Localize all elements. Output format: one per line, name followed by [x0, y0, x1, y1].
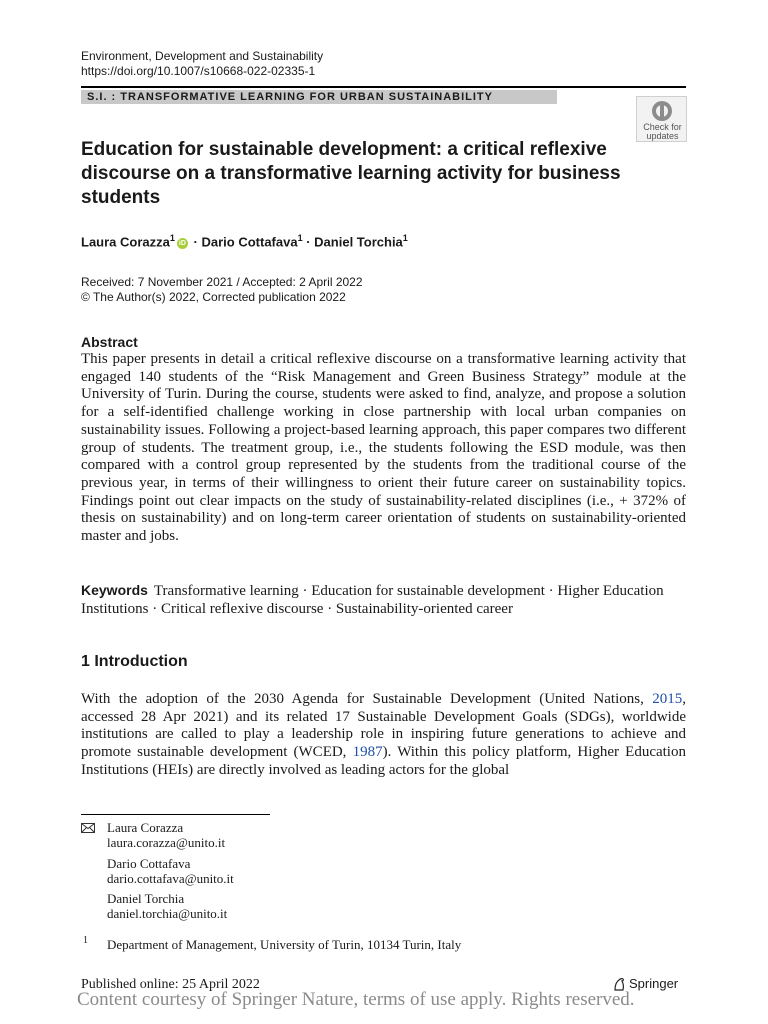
contact-name: Laura Corazza — [107, 820, 184, 835]
author-separator: · — [193, 234, 198, 250]
contact-name: Dario Cottafava — [107, 856, 191, 871]
affiliation-marker: 1 — [297, 233, 303, 243]
courtesy-watermark: Content courtesy of Springer Nature, terms of use apply. Rights reserved. — [77, 989, 635, 1010]
introduction-paragraph — [81, 691, 686, 780]
keywords-text: Transformative learning · Education for sustainable development · Higher Education Institutions · Critical reflexive discourse · Sustainability-oriented career — [81, 583, 664, 617]
intro-text: , accessed 28 Apr 2021) and its related 17 Sustainable Development Goals (SDGs), worldwide institutions are called to play a leadership role in inspiring future generations to achieve and promote sustainable development (WCED, — [81, 691, 687, 761]
citation-link[interactable]: 2015 — [652, 691, 683, 707]
author-name: Dario Cottafava — [201, 234, 298, 250]
author-name: Daniel Torchia — [314, 234, 403, 250]
intro-text: With the adoption of the 2030 Agenda for Sustainable Development (United Nations, — [81, 691, 644, 707]
journal-name: Environment, Development and Sustainability — [81, 49, 324, 63]
author-list — [81, 233, 408, 249]
author-name: Laura Corazza — [81, 234, 170, 250]
affiliation-marker: 1 — [402, 233, 408, 243]
contact-author-2 — [107, 857, 234, 886]
affiliation-number: 1 — [83, 935, 88, 946]
article-title: Education for sustainable development: a critical reflexive discourse on a transformative learning activity for business students — [81, 139, 621, 208]
author-separator: · — [306, 234, 311, 250]
affiliation-marker: 1 — [169, 233, 175, 243]
contact-author-1 — [107, 821, 225, 850]
contact-email[interactable]: laura.corazza@unito.it — [107, 834, 226, 850]
section-heading: 1 Introduction — [81, 653, 188, 670]
special-issue-label: S.I. : TRANSFORMATIVE LEARNING FOR URBAN SUSTAINABILITY — [87, 91, 493, 103]
check-for-updates-label: Check for updates — [643, 122, 682, 141]
received-accepted: Received: 7 November 2021 / Accepted: 2 April 2022 — [81, 275, 363, 289]
affiliation-text: Department of Management, University of Turin, 10134 Turin, Italy — [107, 937, 462, 952]
footnote-rule — [81, 814, 270, 815]
contact-email[interactable]: daniel.torchia@unito.it — [107, 905, 228, 921]
update-check-icon — [651, 100, 673, 122]
contact-email[interactable]: dario.cottafava@unito.it — [107, 870, 234, 886]
envelope-icon — [81, 823, 95, 833]
published-online-date: Published online: 25 April 2022 — [81, 977, 260, 992]
keywords-label: Keywords — [81, 582, 148, 598]
citation-link[interactable]: 1987 — [352, 744, 383, 761]
publisher-name: Springer — [629, 976, 679, 991]
article-dates — [81, 275, 363, 305]
intro-text: ). Within this policy platform, Higher Education Institutions (HEIs) are directly involved as leading actors for the global — [81, 744, 686, 778]
contact-name: Daniel Torchia — [107, 891, 185, 906]
header-rule — [81, 86, 686, 88]
abstract-heading: Abstract — [81, 334, 138, 350]
copyright-line: © The Author(s) 2022, Corrected publication 2022 — [81, 290, 346, 304]
doi-link[interactable]: https://doi.org/10.1007/s10668-022-02335-1 — [81, 64, 316, 78]
abstract-body: This paper presents in detail a critical reflexive discourse on a transformative learning activity that engaged 140 students of the “Risk Management and Green Business Strategy” module at the University of Turin. During the course, students were asked to find, analyze, and propose a solution for a self-identified challenge working in close partnership with local urban companies on sustainability issues. Following a project-based learning approach, this paper compares two different group of students. The treatment group, i.e., the students following the ESD module, was then compared with a control group represented by the students from the traditional course of the previous year, in terms of their willingness to orient their future career on sustainability topics. Findings point out clear impacts on the study of sustainability-related disciplines (i.e., + 372% of thesis on sustainability) and on long-term career orientation of students on sustainability-oriented master and jobs. — [81, 351, 686, 545]
contact-author-3 — [107, 892, 227, 921]
orcid-icon[interactable]: iD — [178, 240, 186, 248]
check-for-updates-badge[interactable] — [636, 96, 687, 142]
keywords-block — [81, 581, 686, 618]
